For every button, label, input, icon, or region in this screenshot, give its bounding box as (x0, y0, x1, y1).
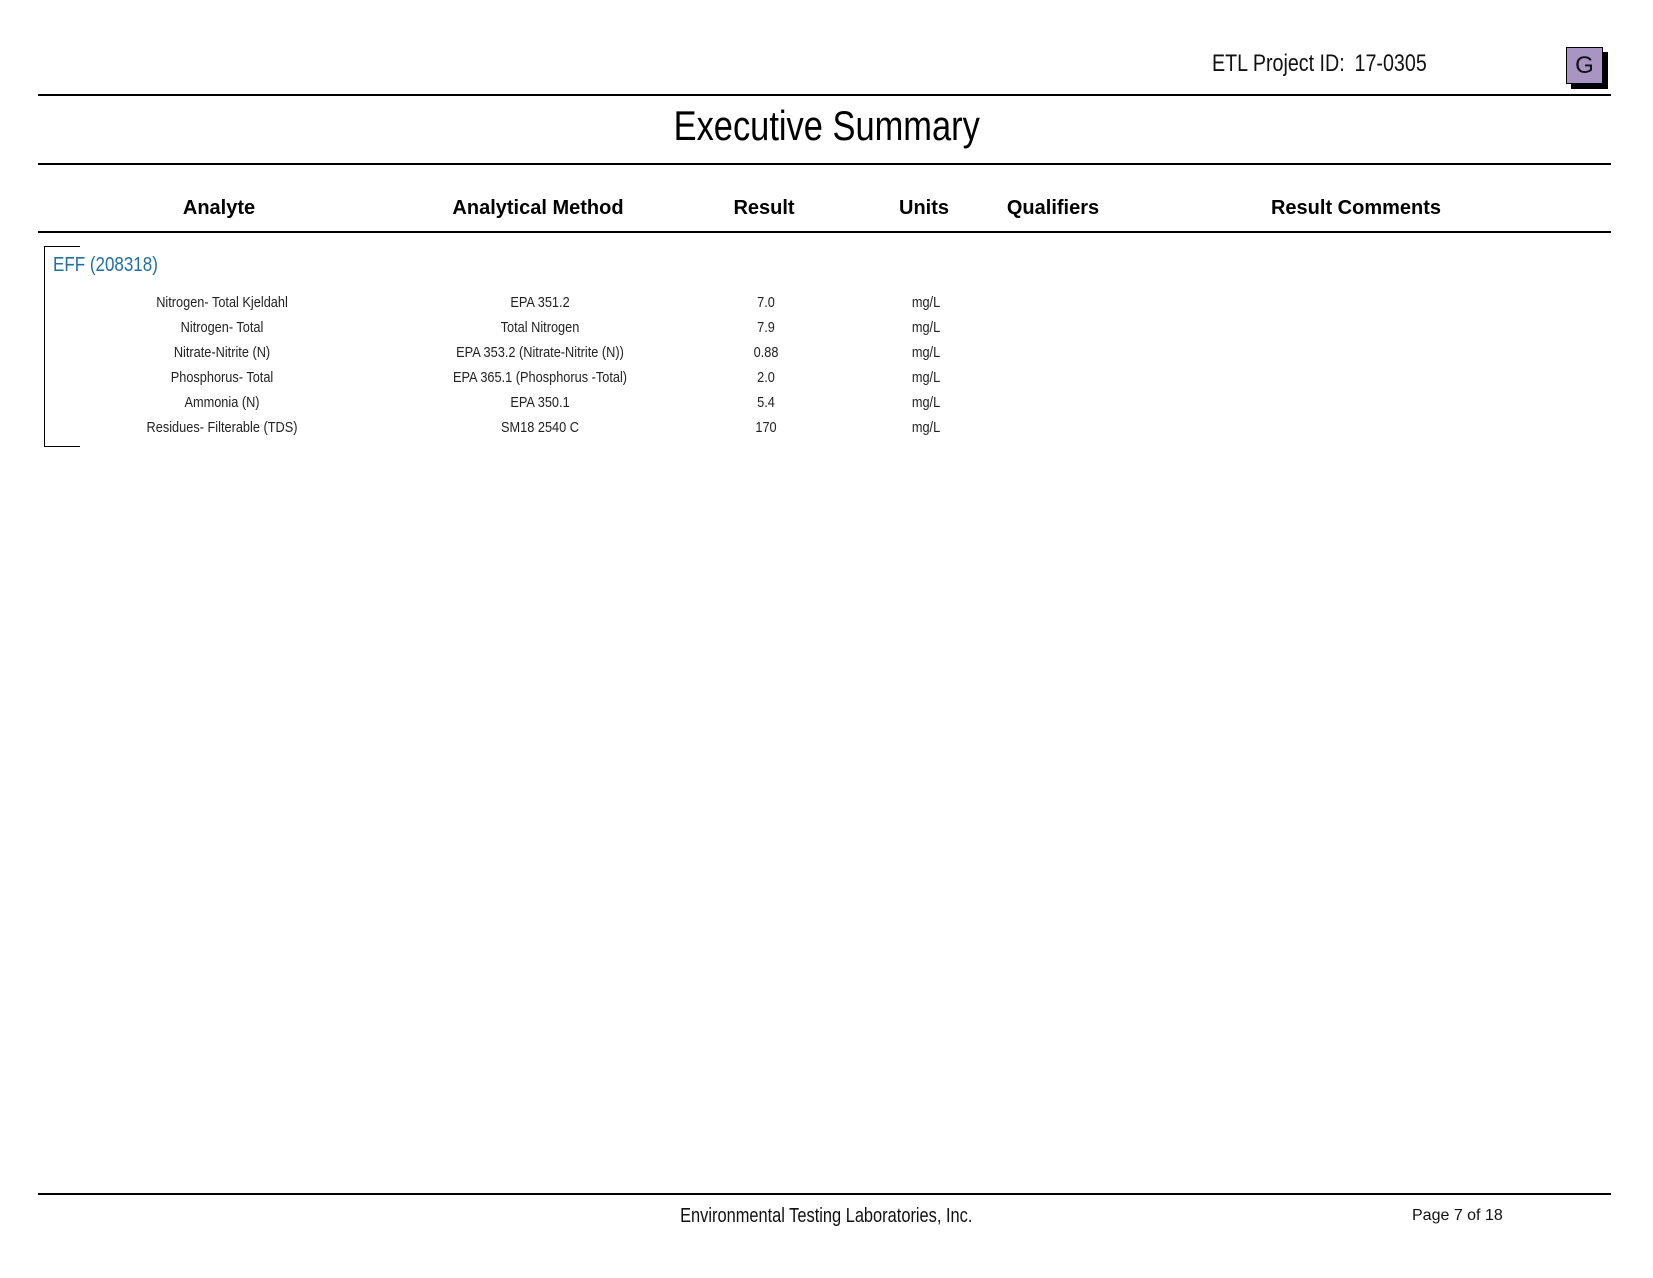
footer-company-name: Environmental Testing Laboratories, Inc. (680, 1205, 973, 1227)
column-header-analyte: Analyte (182, 197, 256, 219)
result-cell: 7.0 (757, 294, 775, 311)
result-cell: 5.4 (757, 394, 775, 411)
page-title (0, 102, 1653, 150)
project-id (1212, 50, 1427, 78)
result-cell: 7.9 (757, 319, 775, 336)
column-header-method: Analytical Method (452, 197, 624, 219)
units-cell: mg/L (911, 319, 941, 336)
units-cell: mg/L (911, 419, 941, 436)
page-title-text: Executive Summary (673, 102, 980, 149)
result-cell: 170 (755, 419, 777, 436)
project-id-value: 17-0305 (1354, 50, 1427, 77)
units-cell: mg/L (911, 294, 941, 311)
column-header-comments: Result Comments (1270, 197, 1442, 219)
table-row (0, 365, 1653, 390)
method-cell: EPA 351.2 (510, 294, 570, 311)
table-row (0, 340, 1653, 365)
project-id-label: ETL Project ID: (1212, 50, 1345, 77)
column-header-qualifiers: Qualifiers (1006, 197, 1100, 219)
footer-company (0, 1205, 1653, 1228)
column-header-units: Units (899, 197, 949, 219)
page-number: Page 7 of 18 (1412, 1207, 1503, 1224)
units-cell: mg/L (911, 369, 941, 386)
method-cell: EPA 353.2 (Nitrate-Nitrite (N)) (456, 344, 624, 361)
units-cell: mg/L (911, 394, 941, 411)
report-badge: G (1566, 47, 1603, 84)
table-row (0, 415, 1653, 440)
analyte-cell: Nitrogen- Total Kjeldahl (156, 294, 288, 311)
analyte-cell: Nitrogen- Total (180, 319, 264, 336)
method-cell: SM18 2540 C (501, 419, 579, 436)
analyte-cell: Phosphorus- Total (170, 369, 274, 386)
analyte-cell: Ammonia (N) (184, 394, 260, 411)
table-row (0, 315, 1653, 340)
sample-group-label: EFF (208318) (53, 254, 158, 276)
footer-divider (38, 1193, 1611, 1195)
header-divider (38, 231, 1611, 233)
analyte-cell: Residues- Filterable (TDS) (146, 419, 298, 436)
top-divider (38, 94, 1611, 96)
table-row (0, 290, 1653, 315)
method-cell: EPA 350.1 (510, 394, 570, 411)
method-cell: Total Nitrogen (500, 319, 580, 336)
results-table (0, 290, 1653, 440)
result-cell: 0.88 (753, 344, 779, 361)
method-cell: EPA 365.1 (Phosphorus -Total) (452, 369, 628, 386)
table-row (0, 390, 1653, 415)
units-cell: mg/L (911, 344, 941, 361)
analyte-cell: Nitrate-Nitrite (N) (173, 344, 271, 361)
title-divider (38, 163, 1611, 165)
column-header-result: Result (733, 197, 795, 219)
result-cell: 2.0 (757, 369, 775, 386)
